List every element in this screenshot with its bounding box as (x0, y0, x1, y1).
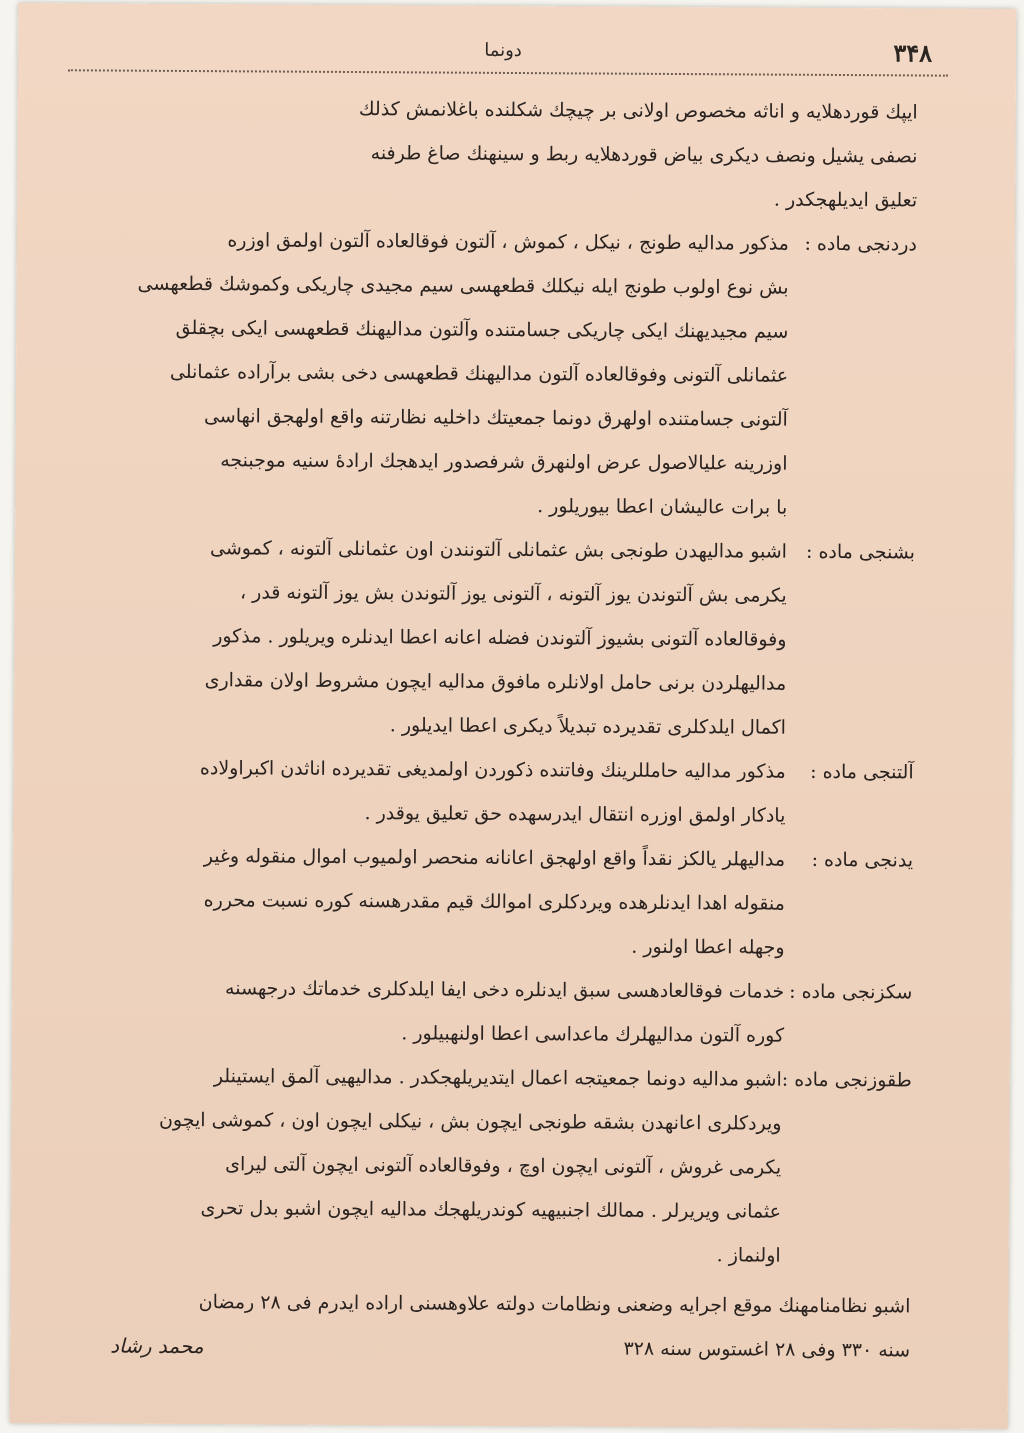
text-line: ایپك قوردهلایه و اناثه مخصوص اولانی بر چیچك شكلنده باغلانمش كذلك (358, 98, 918, 124)
date-line: سنه ۳۳۰ وفی ۲۸ اغستوس سنه ۳۲۸ (623, 1337, 911, 1362)
closing-section (70, 1279, 911, 1372)
article-text (75, 217, 789, 529)
text-line: وفوقالعاده آلتونی بشیوز آلتوندن فضله اعانه اعطا ایدنلره ویریلور . مذكور (213, 625, 787, 651)
article-label: سكزنجی ماده : (789, 980, 913, 1004)
running-title: دونما (484, 39, 522, 62)
document-body (70, 85, 918, 1372)
page-number: ۳۴۸ (893, 38, 933, 68)
article-text (72, 965, 785, 1057)
document-page (10, 3, 1017, 1429)
text-line: نصفی یشیل ونصف دیكری بیاض قوردهلایه ربط و سینهنك صاغ طرفنه (370, 142, 918, 168)
text-line: با برات عالیشان اعطا بیوریلور . (537, 495, 788, 519)
article-6 (73, 745, 914, 838)
closing-line: اشبو نظامنامهنك موقع اجرایه وضعنی ونظامات دولته علاوهسنی اراده ایدرم فی ۲۸ رمضان (198, 1291, 911, 1318)
text-line: وجهله اعطا اولنور . (631, 935, 785, 959)
article-7 (72, 833, 913, 970)
date-signature-row (70, 1323, 910, 1372)
article-label: بشنجی ماده : (806, 540, 916, 564)
text-line: خدمات فوقالعادهسی سبق ایدنلره دخی ایفا ایلدكلری خدماتك درجهسنه (225, 977, 785, 1003)
article-4 (75, 217, 917, 530)
text-line: مذكور مدالیه طونج ، نیكل ، كموش ، آلتون فوقالعاده آلتون اولمق اوزره (227, 229, 789, 255)
text-line: اولنماز . (716, 1244, 781, 1267)
article-label: آلتنجی ماده : (810, 760, 914, 784)
article-text (73, 745, 786, 837)
text-line: یكرمی غروش ، آلتونی ایچون اوچ ، وفوقالعاده آلتونی ایچون آلتی لیرای (225, 1153, 782, 1179)
text-line: مذكور مدالیه حامللرینك وفاتنده ذكوردن اولمدیغی تقدیرده اناثدن اكبراولاده (199, 757, 786, 783)
text-line: اكمال ایلدكلری تقدیرده تبدیلاً دیكری اعطا ایدیلور . (389, 714, 787, 739)
article-label: طقوزنجی ماده : (781, 1068, 912, 1092)
article-label: دردنجی ماده : (804, 232, 917, 256)
text-line: سیم مجیدیهنك ایكی چاریكی جسامتنده وآلتون مدالیهنك قطعهسی ایكی بچقلق (175, 316, 789, 343)
text-line: تعلیق ایدیلهجكدر . (773, 188, 918, 212)
page-header (68, 31, 938, 72)
article-5 (74, 525, 915, 750)
text-line: عثمانلی آلتونی وفوقالعاده آلتون مدالیهنك قطعهسی دخی بشی برآراده عثمانلی (169, 360, 789, 387)
text-line: اشبو مدالیه دونما جمعیتجه اعمال ایتدیریلهجكدر . مدالیهیی آلمق ایستینلر (213, 1065, 782, 1091)
article-label: یدنجی ماده : (811, 848, 914, 872)
text-line: مدالیهلر یالكز نقداً واقع اولهجق اعانانه منحصر اولمیوب اموال منقوله وغیر (203, 845, 786, 871)
text-line: یكرمی بش آلتوندن یوز آلتونه ، آلتونی یوز آلتوندن بش یوز آلتونه قدر ، (239, 581, 787, 607)
text-line: بش نوع اولوب طونج ایله نیكلك قطعهسی سیم مجیدی چاریكی وكموشك قطعهسی (137, 272, 789, 299)
article-9 (71, 1053, 912, 1278)
article-8 (72, 965, 913, 1058)
article-text (74, 525, 787, 749)
text-line: یادكار اولمق اوزره انتقال ایدرسهده حق تعلیق یوقدر . (364, 802, 786, 827)
text-line: مدالیهلردن برنی حامل اولانلره مافوق مدالیه ایچون مشروط اولان مقداری (204, 669, 787, 695)
text-line: منقوله اهدا ایدنلرهده ویردكلری اموالك قیم مقدرهسنه كوره نسبت محرره (203, 889, 785, 915)
text-line: ویردكلری اعانهدن بشقه طونجی ایچون بش ، نیكلی ایچون اون ، كموشی ایچون (158, 1108, 782, 1135)
text-line: اشبو مدالیهدن طونجی بش عثمانلی آلتونندن اون عثمانلی آلتونه ، كموشی (210, 537, 788, 563)
text-line: عثمانی ویریرلر . ممالك اجنبیهیه كوندریلهجك مدالیه ایچون اشبو بدل تحری (200, 1197, 782, 1223)
article-text (71, 1053, 782, 1277)
signature: محمد رشاد (110, 1333, 204, 1359)
text-line: كوره آلتون مدالیهلرك ماعداسی اعطا اولنهبیلور . (401, 1022, 785, 1047)
article-text (72, 833, 785, 969)
intro-paragraph (77, 85, 918, 222)
text-line: آلتونی جسامتنده اولهرق دونما جمعیتك داخلیه نظارتنه واقع اولهجق انهاسی (203, 405, 788, 431)
text-line: اوزرینه علیالاصول عرض اولنهرق شرفصدور ایدهجك ارادهٔ سنیه موجبنجه (220, 449, 788, 475)
